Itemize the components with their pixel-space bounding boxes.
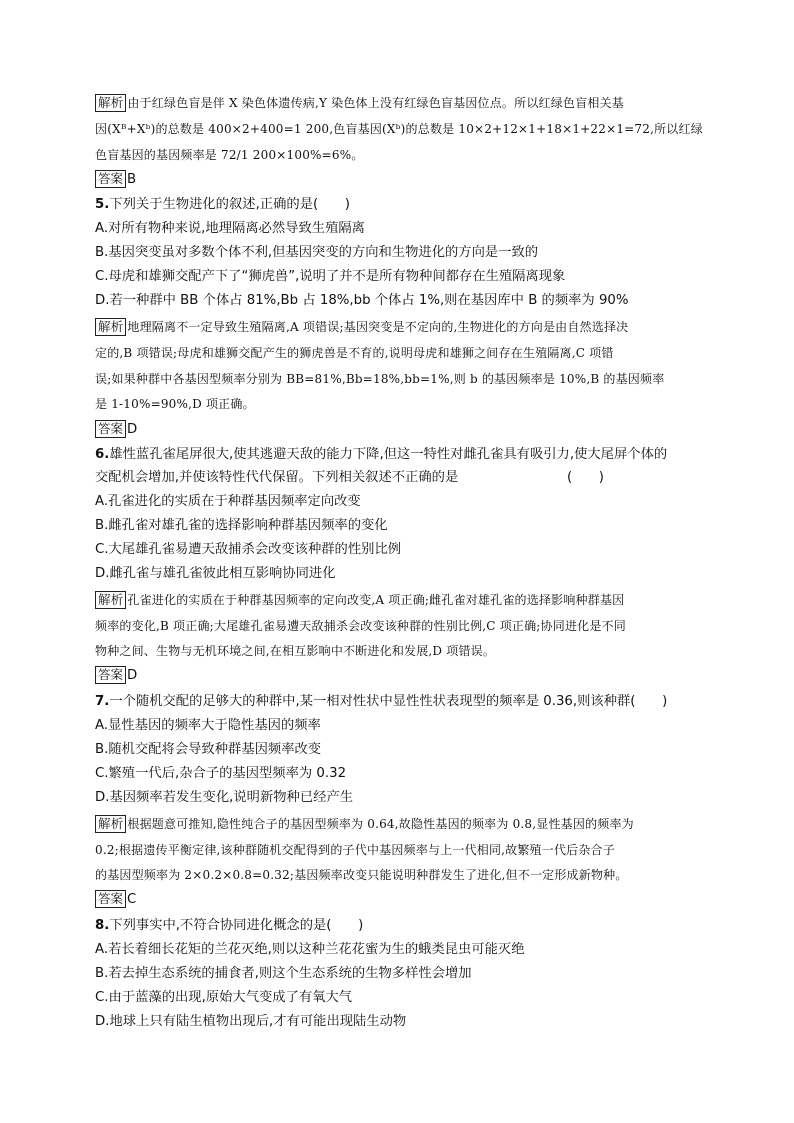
analysis-tag: 解析 [95, 94, 126, 112]
option-a: A.对所有物种来说,地理隔离必然导致生殖隔离 [95, 221, 365, 236]
option-a: A.若长着细长花矩的兰花灭绝,则以这种兰花花蜜为生的蛾类昆虫可能灭绝 [95, 942, 525, 957]
option-d: D.雌孔雀与雄孔雀彼此相互影响协同进化 [95, 566, 336, 581]
option-c: C.大尾雄孔雀易遭天敌捕杀会改变该种群的性别比例 [95, 542, 402, 557]
question-8-stem: 8.下列事实中,不符合协同进化概念的是( ) [95, 918, 364, 933]
explanation-line: 频率的变化,B 项正确;大尾雄孔雀易遭天敌捕杀会改变该种群的性别比例,C 项正确;协同进化是不同 [95, 619, 626, 633]
answer-value: D [127, 668, 138, 683]
question-5-stem: 5.下列关于生物进化的叙述,正确的是( ) [95, 197, 350, 212]
option-a: A.孔雀进化的实质在于种群基因频率定向改变 [95, 494, 361, 509]
explanation-line: 因(Xᴮ+Xᵇ)的总数是 400×2+400=1 200,色盲基因(Xᵇ)的总数是 10×2+12×1+18×1+22×1=72,所以红绿 [95, 122, 703, 136]
analysis-tag: 解析 [95, 318, 126, 336]
question-6-stem: 6.雄性蓝孔雀尾屏很大,使其逃避天敌的能力下降,但这一特性对雌孔雀具有吸引力,使大尾屏个体的 [95, 447, 668, 462]
answer-line [95, 170, 136, 190]
option-a: A.显性基因的频率大于隐性基因的频率 [95, 718, 321, 733]
option-c: C.母虎和雄狮交配产下了“狮虎兽”,说明了并不是所有物种间都存在生殖隔离现象 [95, 269, 566, 284]
option-b: B.随机交配将会导致种群基因频率改变 [95, 742, 322, 757]
explanation-line: 定的,B 项错误;母虎和雄狮交配产生的狮虎兽是不育的,说明母虎和雄狮之间存在生殖隔离,C 项错 [95, 346, 614, 360]
answer-line [95, 420, 137, 440]
analysis-tag: 解析 [95, 815, 126, 833]
explanation-line: 解析 由于红绿色盲是伴 X 染色体遗传病,Y 染色体上没有红绿色盲基因位点。所以红绿色盲相关基 [95, 93, 624, 113]
explanation-line: 是 1-10%=90%,D 项正确。 [95, 397, 255, 411]
explanation-line: 色盲基因的基因频率是 72/1 200×100%=6%。 [95, 148, 364, 162]
answer-tag: 答案 [95, 420, 126, 438]
question-number: 8. [95, 918, 110, 933]
option-d: D.基因频率若发生变化,说明新物种已经产生 [95, 790, 354, 805]
explanation-line: 0.2;根据遗传平衡定律,该种群随机交配得到的子代中基因频率与上一代相同,故繁殖一代后杂合子 [95, 843, 615, 857]
answer-value: D [127, 422, 138, 437]
question-6-stem: 交配机会增加,并使该特性代代保留。下列相关叙述不正确的是 ( ) [95, 468, 699, 488]
answer-value: C [127, 892, 137, 907]
question-number: 6. [95, 447, 110, 462]
option-b: B.若去掉生态系统的捕食者,则这个生态系统的生物多样性会增加 [95, 966, 472, 981]
question-7-stem: 7.一个随机交配的足够大的种群中,某一相对性状中显性性状表现型的频率是 0.36,则该种群( ) [95, 694, 668, 709]
explanation-line: 误;如果种群中各基因型频率分别为 BB=81%,Bb=18%,bb=1%,则 b 的基因频率是 10%,B 的基因频率 [95, 372, 665, 386]
option-b: B.雌孔雀对雄孔雀的选择影响种群基因频率的变化 [95, 518, 388, 533]
explanation-line: 解析 孔雀进化的实质在于种群基因频率的定向改变,A 项正确;雌孔雀对雄孔雀的选择影响种群基因 [95, 590, 624, 610]
answer-value: B [127, 172, 137, 187]
explanation-line: 解析 地理隔离不一定导致生殖隔离,A 项错误;基因突变是不定向的,生物进化的方向是由自然选择决 [95, 317, 628, 337]
question-number: 7. [95, 694, 110, 709]
explanation-line: 物种之间、生物与无机环境之间,在相互影响中不断进化和发展,D 项错误。 [95, 644, 496, 658]
answer-tag: 答案 [95, 666, 126, 684]
explanation-line: 解析 根据题意可推知,隐性纯合子的基因型频率为 0.64,故隐性基因的频率为 0.8,显性基因的频率为 [95, 814, 634, 834]
option-c: C.繁殖一代后,杂合子的基因型频率为 0.32 [95, 766, 347, 781]
answer-line [95, 666, 137, 686]
question-number: 5. [95, 197, 110, 212]
answer-paren: ( ) [567, 470, 604, 485]
option-b: B.基因突变虽对多数个体不利,但基因突变的方向和生物进化的方向是一致的 [95, 245, 539, 260]
explanation-line: 的基因型频率为 2×0.2×0.8=0.32;基因频率改变只能说明种群发生了进化,但不一定形成新物种。 [95, 868, 628, 882]
option-c: C.由于蓝藻的出现,原始大气变成了有氧大气 [95, 990, 353, 1005]
answer-tag: 答案 [95, 890, 126, 908]
option-d: D.地球上只有陆生植物出现后,才有可能出现陆生动物 [95, 1014, 407, 1029]
option-d: D.若一种群中 BB 个体占 81%,Bb 占 18%,bb 个体占 1%,则在基因库中 B 的频率为 90% [95, 293, 629, 308]
answer-line [95, 890, 136, 910]
analysis-tag: 解析 [95, 591, 126, 609]
answer-tag: 答案 [95, 170, 126, 188]
